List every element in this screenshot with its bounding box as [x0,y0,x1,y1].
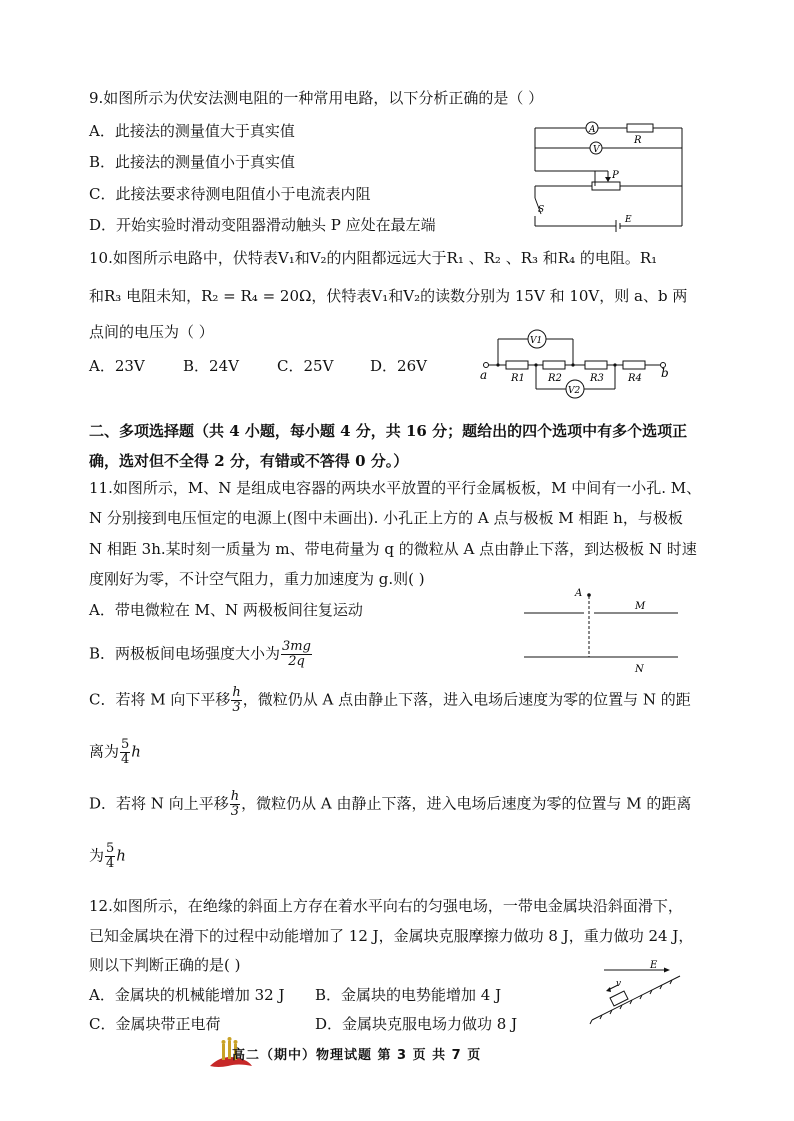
q12-option-c: C．金属块带正电荷 [89,1015,221,1033]
q10-stem-line3: 点间的电压为（ ） [89,323,214,341]
q11-option-d-distance-fraction: $\frac{5}{4}$ [106,841,115,871]
q11-option-c: C．若将 M 向下平移 $\frac{h}{3}$ ，微粒仍从 A 点由静止下落，进入电场后速度为零的位置与 N 的距 [89,685,691,715]
q10-fig-v2-label: V2 [568,386,581,396]
q12-stem-line1: 12.如图所示，在绝缘的斜面上方存在着水平向右的匀强电场，一带电金属块沿斜面滑下， [89,897,683,915]
q9-fig-voltmeter-label: V [593,145,600,155]
q11-capacitor-figure [520,584,682,674]
q9-option-b: B．此接法的测量值小于真实值 [89,153,296,171]
q11-option-d-line2: 为 $\frac{5}{4}$ h [89,841,126,871]
q10-circuit-figure [478,325,678,405]
q11-option-b-text: B．两极板间电场强度大小为 [89,644,281,663]
q11-stem-line2: N 分别接到电压恒定的电源上(图中未画出). 小孔正上方的 A 点与极板 M 相距 h，与极板 [89,509,683,527]
q9-fig-switch-label: S [538,205,545,215]
q9-fig-slider-label: P [612,170,619,181]
q10-stem-line1: 10.如图所示电路中，伏特表V₁和V₂的内阻都远远大于R₁ 、R₂ 、R₃ 和R₄ 的电阻。R₁ [89,249,658,267]
q11-stem-line3: N 相距 3h.某时刻一质量为 m、带电荷量为 q 的微粒从 A 点由静止下落，到达极板 N 时速 [89,540,697,558]
q10-fig-r3-label: R3 [590,373,604,384]
q9-option-a: A．此接法的测量值大于真实值 [89,122,295,140]
q12-stem-line3: 则以下判断正确的是( ) [89,956,241,974]
q12-incline-figure [588,958,688,1030]
q10-option-b: B．24V [183,357,239,375]
q11-option-b-fraction: $\frac{3mg}{2q}$ [282,639,311,669]
q11-option-c-fraction: $\frac{h}{3}$ [232,685,241,715]
q10-option-c: C．25V [277,357,334,375]
q11-fig-plate-n-label: N [635,664,644,675]
q11-option-a: A．带电微粒在 M、N 两极板间往复运动 [89,601,363,619]
q10-fig-b-label: b [661,366,669,380]
q10-option-a: A．23V [89,357,145,375]
q10-fig-r2-label: R2 [548,373,562,384]
section2-heading-line2: 确，选对但不全得 2 分，有错或不答得 0 分。） [89,452,409,470]
q9-fig-battery-label: E [625,215,632,225]
q9-fig-ammeter-label: A [589,125,596,135]
q9-option-d: D．开始实验时滑动变阻器滑动触头 P 应处在最左端 [89,216,436,234]
q10-option-d: D．26V [370,357,427,375]
q11-option-c-distance-fraction: $\frac{5}{4}$ [121,737,130,767]
page-footer: 高二（期中）物理试题 第 3 页 共 7 页 [232,1048,482,1063]
q9-stem: 9.如图所示为伏安法测电阻的一种常用电路，以下分析正确的是（ ） [89,89,544,107]
q10-fig-r1-label: R1 [511,373,525,384]
q10-fig-r4-label: R4 [628,373,642,384]
q11-option-d: D．若将 N 向上平移 $\frac{h}{3}$ ，微粒仍从 A 由静止下落，进入电场后速度为零的位置与 M 的距离 [89,789,692,819]
q11-fig-point-a-label: A [575,588,583,599]
q12-fig-field-label: E [650,960,658,971]
q11-option-c-line2: 离为 $\frac{5}{4}$ h [89,737,141,767]
q12-option-b: B．金属块的电势能增加 4 J [315,986,502,1004]
q10-fig-v1-label: V1 [530,336,543,346]
q11-stem-line4: 度刚好为零，不计空气阻力，重力加速度为 g.则( ) [89,570,425,588]
q11-fig-plate-m-label: M [635,601,646,612]
q11-stem-line1: 11.如图所示，M、N 是组成电容器的两块水平放置的平行金属板板，M 中间有一小孔. M、 [89,479,702,497]
q10-fig-a-label: a [480,368,488,382]
q9-fig-resistor-label: R [634,135,642,146]
q12-option-d: D．金属块克服电场力做功 8 J [315,1015,518,1033]
q10-stem-line2: 和R₃ 电阻未知，R₂ = R₄ = 20Ω，伏特表V₁和V₂的读数分别为 15V 和 10V，则 a、b 两 [89,287,688,305]
q9-circuit-figure [530,116,690,231]
q9-option-c: C．此接法要求待测电阻值小于电流表内阻 [89,185,371,203]
q12-option-a: A．金属块的机械能增加 32 J [89,986,285,1004]
q11-option-d-fraction: $\frac{h}{3}$ [230,789,240,819]
q12-fig-velocity-label: v [616,979,622,989]
section2-heading-line1: 二、多项选择题（共 4 小题，每小题 4 分，共 16 分；题给出的四个选项中有多个选项正 [89,422,688,440]
q11-option-b [89,640,313,669]
q12-stem-line2: 已知金属块在滑下的过程中动能增加了 12 J，金属块克服摩擦力做功 8 J，重力做功 24 J， [89,927,694,945]
